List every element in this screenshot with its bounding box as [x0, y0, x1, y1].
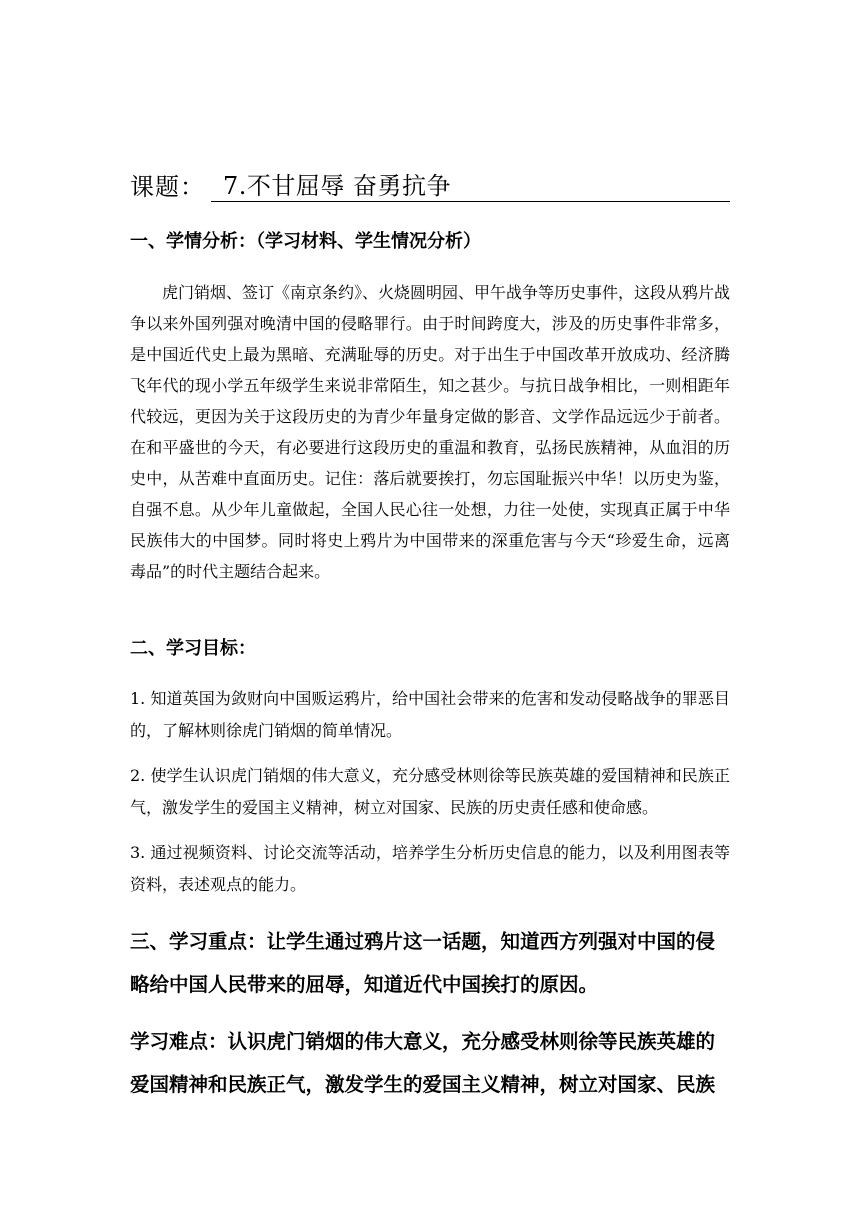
learning-goal-item: 1. 知道英国为敛财向中国贩运鸦片，给中国社会带来的危害和发动侵略战争的罪恶目的，了解林则徐虎门销烟的简单情况。 — [130, 689, 730, 740]
section-heading-difficulty: 学习难点：认识虎门销烟的伟大意义，充分感受林则徐等民族英雄的爱国精神和民族正气，激发学生的爱国主义精神，树立对国家、民族 — [130, 1030, 716, 1096]
learning-analysis-paragraph: 虎门销烟、签订《南京条约》、火烧圆明园、甲午战争等历史事件，这段从鸦片战争以来外国列强对晚清中国的侵略罪行。由于时间跨度大，涉及的历史事件非常多，是中国近代史上最为黑暗、充满耻辱的历史。对于出生于中国改革开放成功、经济腾飞年代的现小学五年级学生来说非常陌生，知之甚少。与抗日战争相比，一则相距年代较远，更因为关于这段历史的为青少年量身定做的影音、文学作品远远少于前者。在和平盛世的今天，有必要进行这段历史的重温和教育，弘扬民族精神，从血泪的历史中，从苦难中直面历史。记住：落后就要挨打，勿忘国耻振兴中华！以历史为鉴，自强不息。从少年儿童做起，全国人民心往一处想，力往一处使，实现真正属于中华民族伟大的中国梦。同时将史上鸦片为中国带来的深重危害与今天“珍爱生命，远离毒品”的时代主题结合起来。 — [130, 283, 731, 581]
lesson-title-label: 课题： — [130, 173, 205, 201]
learning-goal-item: 2. 使学生认识虎门销烟的伟大意义，充分感受林则徐等民族英雄的爱国精神和民族正气，激发学生的爱国主义精神，树立对国家、民族的历史责任感和使命感。 — [130, 766, 730, 817]
learning-goal-item: 3. 通过视频资料、讨论交流等活动，培养学生分析历史信息的能力，以及利用图表等资料，表述观点的能力。 — [130, 843, 730, 894]
lesson-title-value: 7.不甘屈辱 奋勇抗争 — [211, 171, 730, 202]
lesson-title-row — [130, 168, 730, 202]
section-heading-learning-analysis: 一、学情分析：（学习材料、学生情况分析） — [130, 231, 481, 252]
section-heading-learning-goals: 二、学习目标： — [130, 638, 256, 659]
section-heading-key-point: 三、学习重点：让学生通过鸦片这一话题，知道西方列强对中国的侵略给中国人民带来的屈辱，知道近代中国挨打的原因。 — [130, 930, 716, 996]
